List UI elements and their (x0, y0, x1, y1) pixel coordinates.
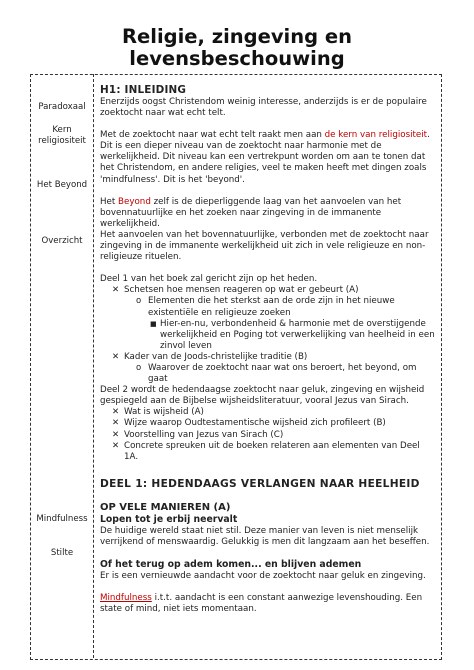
beyond-text-a: Het (100, 196, 119, 207)
page-title (0, 26, 474, 70)
cross-bullet-icon: ✕ (112, 440, 120, 451)
beyond-highlight: Beyond (118, 196, 151, 207)
cross-bullet-icon: ✕ (112, 285, 120, 296)
sidebar-label-kern-line2: religiositeit (38, 136, 86, 146)
sidebar-label-mindfulness: Mindfulness (36, 514, 88, 524)
paragraph-deel1-intro: Deel 1 van het boek zal gericht zijn op het heden. (100, 274, 318, 285)
kern-text-c: . Dit is een dieper niveau van de zoektocht naar harmonie met de werkelijkheid. Dit niveau kan een vertrekpunt worden om aan te tonen dat het Christendom, en andere religies, veel te maken heeft met dingen zoals 'mindfulness'. Dit is het 'beyond'. (100, 130, 430, 185)
kern-text-a: Met de zoektocht naar wat echt telt raakt men aan (100, 130, 325, 141)
heading-op-vele-manieren: OP VELE MANIEREN (A) (100, 501, 231, 513)
title-line-1: Religie, zingeving en (122, 25, 352, 48)
beyond-text-c: zelf is de dieperliggende laag van het aanvoelen van het bovennatuurlijke en het zoeken naar zingeving in de immanente werkelijkheid. (100, 196, 402, 229)
list-item: o Elementen die het sterkst aan de orde zijn in het nieuwe existentiële en religieuze zoeken (136, 296, 395, 318)
heading-terug-op-adem: Of het terug op adem komen... en blijven ademen (100, 559, 362, 570)
paragraph-deel2-intro: Deel 2 wordt de hedendaagse zoektocht naar geluk, zingeving en wijsheid gespiegeld aan de Bijbelse wijsheidsliteratuur, vooral Jezus van Sirach. (100, 385, 425, 407)
list-item: ✕ Schetsen hoe mensen reageren op wat er gebeurt (A) (112, 285, 359, 296)
list-item: ■ Hier-en-nu, verbondenheid & harmonie met de overstijgende werkelijkheid en Poging tot verwerkelijking van heelheid in een zinvol leven (150, 318, 435, 351)
heading-lopen: Lopen tot je erbij neervalt (100, 514, 238, 526)
paragraph-paradoxaal: Enerzijds oogst Christendom weinig interesse, anderzijds is er de populaire zoektocht naar wat echt telt. (100, 97, 427, 119)
deel2-list (100, 407, 436, 462)
list-item: ✕ Wijze waarop Oudtestamentische wijsheid zich profileert (B) (112, 418, 386, 429)
sidebar-label-paradoxaal: Paradoxaal (38, 102, 86, 112)
sidebar-label-stilte: Stilte (50, 548, 74, 558)
paragraph-aandacht: Er is een vernieuwde aandacht voor de zoektocht naar geluk en zingeving. (100, 570, 426, 581)
deel1-list (100, 285, 436, 296)
cross-bullet-icon: ✕ (112, 418, 120, 429)
paragraph-mindfulness (100, 593, 436, 615)
square-bullet-icon: ■ (150, 319, 157, 328)
sidebar-label-overzicht: Overzicht (41, 236, 83, 246)
list-item: ✕ Concrete spreuken uit de boeken relateren aan elementen van Deel 1A. (112, 440, 420, 462)
paragraph-rituelen: Het aanvoelen van het bovennatuurlijke, verbonden met de zoektocht naar zingeving in de immanente werkelijkheid uit zich in vele religieuze en non-religieuze rituelen. (100, 229, 429, 263)
circle-bullet-icon: o (136, 296, 142, 307)
paragraph-kern (100, 130, 436, 185)
list-item: ✕ Kader van de Joods-christelijke traditie (B) (112, 351, 308, 362)
sidebar-label-kern-line1: Kern (52, 125, 72, 135)
mindfulness-highlight: Mindfulness (100, 592, 152, 603)
cross-bullet-icon: ✕ (112, 351, 120, 362)
mindfulness-text: i.t.t. aandacht is een constant aanwezige levenshouding. Een state of mind, niet iets momentaan. (100, 592, 423, 614)
cross-bullet-icon: ✕ (112, 429, 120, 440)
paragraph-lopen: De huidige wereld staat niet stil. Deze manier van leven is niet menselijk verrijkend of menswaardig. Gelukkig is men dit langzaam aan het beseffen. (100, 525, 430, 547)
cross-bullet-icon: ✕ (112, 407, 120, 418)
sidebar-label-beyond: Het Beyond (36, 180, 88, 190)
heading-deel1: DEEL 1: HEDENDAAGS VERLANGEN NAAR HEELHEID (100, 477, 420, 490)
kern-highlight: de kern van religiositeit (324, 130, 428, 141)
paragraph-beyond (100, 197, 436, 230)
list-item: ✕ Voorstelling van Jezus van Sirach (C) (112, 429, 284, 440)
circle-bullet-icon: o (136, 362, 142, 373)
sidebar-label-kern (31, 125, 93, 147)
column-divider (93, 74, 94, 658)
list-item: ✕ Wat is wijsheid (A) (112, 407, 204, 418)
list-item: o Waarover de zoektocht naar wat ons beroert, het beyond, om gaat (136, 362, 417, 385)
heading-inleiding: H1: INLEIDING (100, 84, 187, 96)
main-content (100, 84, 436, 615)
title-line-2: levensbeschouwing (129, 47, 345, 70)
